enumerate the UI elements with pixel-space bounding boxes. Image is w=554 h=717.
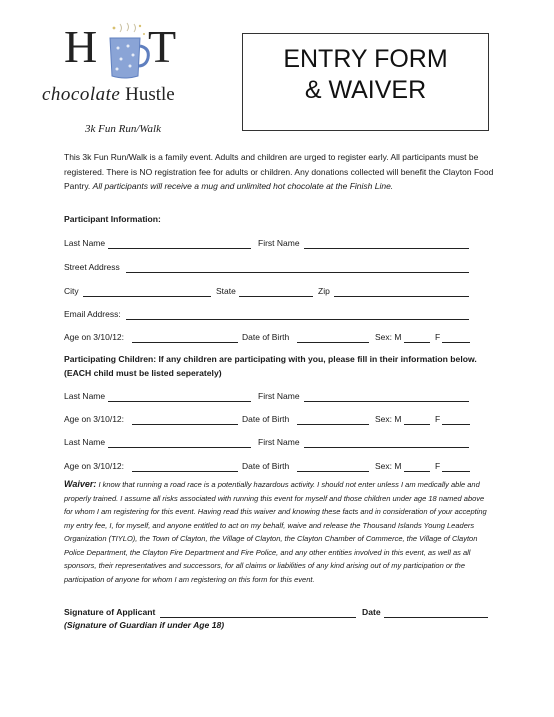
waiver-text: I know that running a road race is a potentially hazardous activity. I should not enter unless I am medically able and properly trained. I assume all risks associated with running this event for myself and those children under age 18 named above for whom I am registering for this event. Having read this waiver and knowing these facts and in consideration of your accepting my entry fee, I, for myself, and anyone entitled to act on my behalf, waive and release the Thousand Islands Young Leaders Organization (TIYLO), the Town of Clayton, the Village of Clayton, the Clayton Chamber of Commerce, the Village of Clayton Police Department, the Clayton Fire Department and Fire Police, and any other entities involved in this event, as well as all sponsors, their representatives and successors, for all claims or liabilities of any kind arising out of my participation or the participation of anyone for whom I am registering on this form for this event. [64,480,487,584]
first-name-label: First Name [258,238,300,248]
children-heading: Participating Children: If any children are participating with you, please fill in their information below. [64,354,477,364]
zip-field[interactable] [334,296,469,297]
signature-row [64,606,494,620]
signature-label: Signature of Applicant [64,607,156,617]
last-name-label: Last Name [64,238,106,248]
event-logo [40,14,215,139]
child2-dob-field[interactable] [297,471,369,472]
intro-italic-text: All participants will receive a mug and unlimited hot chocolate at the Finish Line. [92,181,394,191]
child2-first-name-field[interactable] [304,447,469,448]
city-field[interactable] [83,296,211,297]
date-label: Date [362,607,381,617]
waiver-paragraph [64,478,494,586]
participant-heading: Participant Information: [64,214,161,224]
signature-field[interactable] [160,617,356,618]
first-name-field[interactable] [304,248,469,249]
logo-script-word: chocolate [42,84,121,105]
child2-name-row [64,436,474,450]
children-subheading: (EACH child must be listed seperately) [64,368,222,378]
age-field[interactable] [132,342,238,343]
guardian-note: (Signature of Guardian if under Age 18) [64,620,225,630]
dob-label: Date of Birth [242,332,290,342]
email-row [64,308,474,322]
child2-age-field[interactable] [132,471,238,472]
form-title-box [242,33,489,131]
child2-age-row [64,460,474,474]
waiver-label: Waiver: [64,479,97,489]
child1-sex-m-label: Sex: M [375,414,402,424]
sex-m-label: Sex: M [375,332,402,342]
street-row [64,261,474,275]
zip-label: Zip [318,286,330,296]
logo-letter-h: H [64,21,98,72]
child1-sex-f-label: F [435,414,441,424]
title-line-1: ENTRY FORM [283,45,448,73]
state-field[interactable] [239,296,313,297]
intro-text: This 3k Fun Run/Walk is a family event. Adults and children are urged to register early. All participants must be registered. There is NO registration fee for adults or children. Any donations collected will benefit the Clayton Food Pantry. [64,152,494,191]
street-field[interactable] [126,272,469,273]
intro-paragraph [64,150,494,194]
city-row [64,285,474,299]
child1-dob-field[interactable] [297,424,369,425]
logo-wordmark [42,84,242,106]
sex-m-field[interactable] [404,342,430,343]
mug-icon [102,22,152,82]
child2-dob-label: Date of Birth [242,461,290,471]
age-label: Age on 3/10/12: [64,332,125,342]
child2-last-name-label: Last Name [64,437,106,447]
child1-last-name-label: Last Name [64,391,106,401]
child2-sex-m-label: Sex: M [375,461,402,471]
child1-last-name-field[interactable] [108,401,251,402]
street-label: Street Address [64,262,120,272]
child1-name-row [64,390,474,404]
child2-age-label: Age on 3/10/12: [64,461,125,471]
city-label: City [64,286,79,296]
child1-first-name-field[interactable] [304,401,469,402]
sex-f-label: F [435,332,441,342]
child2-last-name-field[interactable] [108,447,251,448]
child1-sex-f-field[interactable] [442,424,470,425]
child1-dob-label: Date of Birth [242,414,290,424]
child2-sex-f-field[interactable] [442,471,470,472]
age-row [64,331,474,345]
state-label: State [216,286,236,296]
child2-first-name-label: First Name [258,437,300,447]
last-name-field[interactable] [108,248,251,249]
child1-sex-m-field[interactable] [404,424,430,425]
title-line-2: & WAIVER [304,76,427,104]
child1-age-row [64,413,474,427]
dob-field[interactable] [297,342,369,343]
child1-first-name-label: First Name [258,391,300,401]
participant-name-row [64,237,474,251]
child2-sex-f-label: F [435,461,441,471]
child1-age-field[interactable] [132,424,238,425]
logo-letter-t: T [148,21,177,72]
logo-hustle-word: Hustle [125,84,175,105]
email-label: Email Address: [64,309,121,319]
sex-f-field[interactable] [442,342,470,343]
logo-subtitle: 3k Fun Run/Walk [85,123,161,135]
child2-sex-m-field[interactable] [404,471,430,472]
date-field[interactable] [384,617,488,618]
child1-age-label: Age on 3/10/12: [64,414,125,424]
email-field[interactable] [126,319,469,320]
